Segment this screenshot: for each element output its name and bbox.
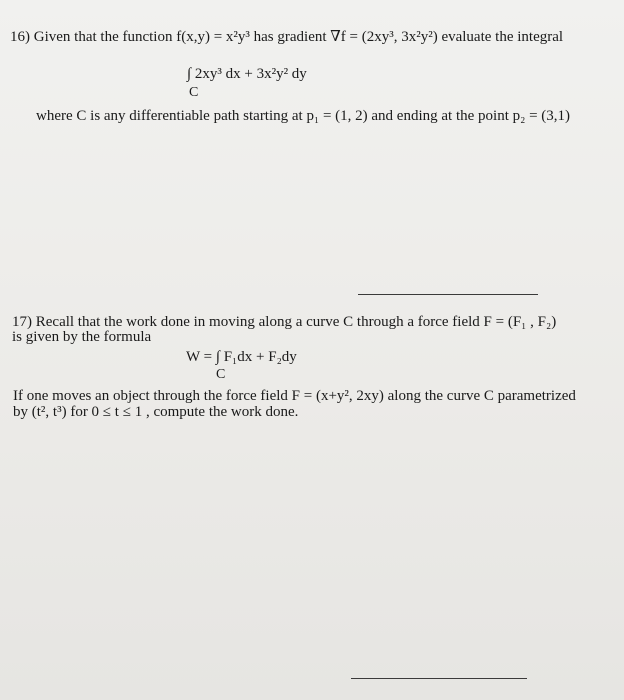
problem-16-integral-path: C: [189, 85, 199, 100]
answer-line-17: [351, 678, 527, 679]
problem-17-statement: 17) Recall that the work done in moving along a curve C through a force field F = (F₁ , F₂): [12, 314, 557, 330]
problem-17-parametrization: by (t², t³) for 0 ≤ t ≤ 1 , compute the work done.: [13, 404, 299, 420]
answer-line-16: [358, 294, 538, 295]
problem-16-integral: ∫ 2xy³ dx + 3x²y² dy: [187, 66, 307, 82]
problem-16-statement: 16) Given that the function f(x,y) = x²y³ has gradient ∇f = (2xy³, 3x²y²) evaluate the integral: [10, 29, 564, 45]
problem-17-work-formula: W = ∫ F₁dx + F₂dy: [186, 349, 297, 365]
problem-16-path-description: where C is any differentiable path starting at p₁ = (1, 2) and ending at the point p₂ = (3,1): [36, 108, 571, 124]
problem-17-statement-cont: is given by the formula: [12, 329, 152, 345]
problem-17-force-field: If one moves an object through the force field F = (x+y², 2xy) along the curve C parametrized: [13, 388, 576, 404]
problem-17-formula-path: C: [216, 367, 226, 382]
